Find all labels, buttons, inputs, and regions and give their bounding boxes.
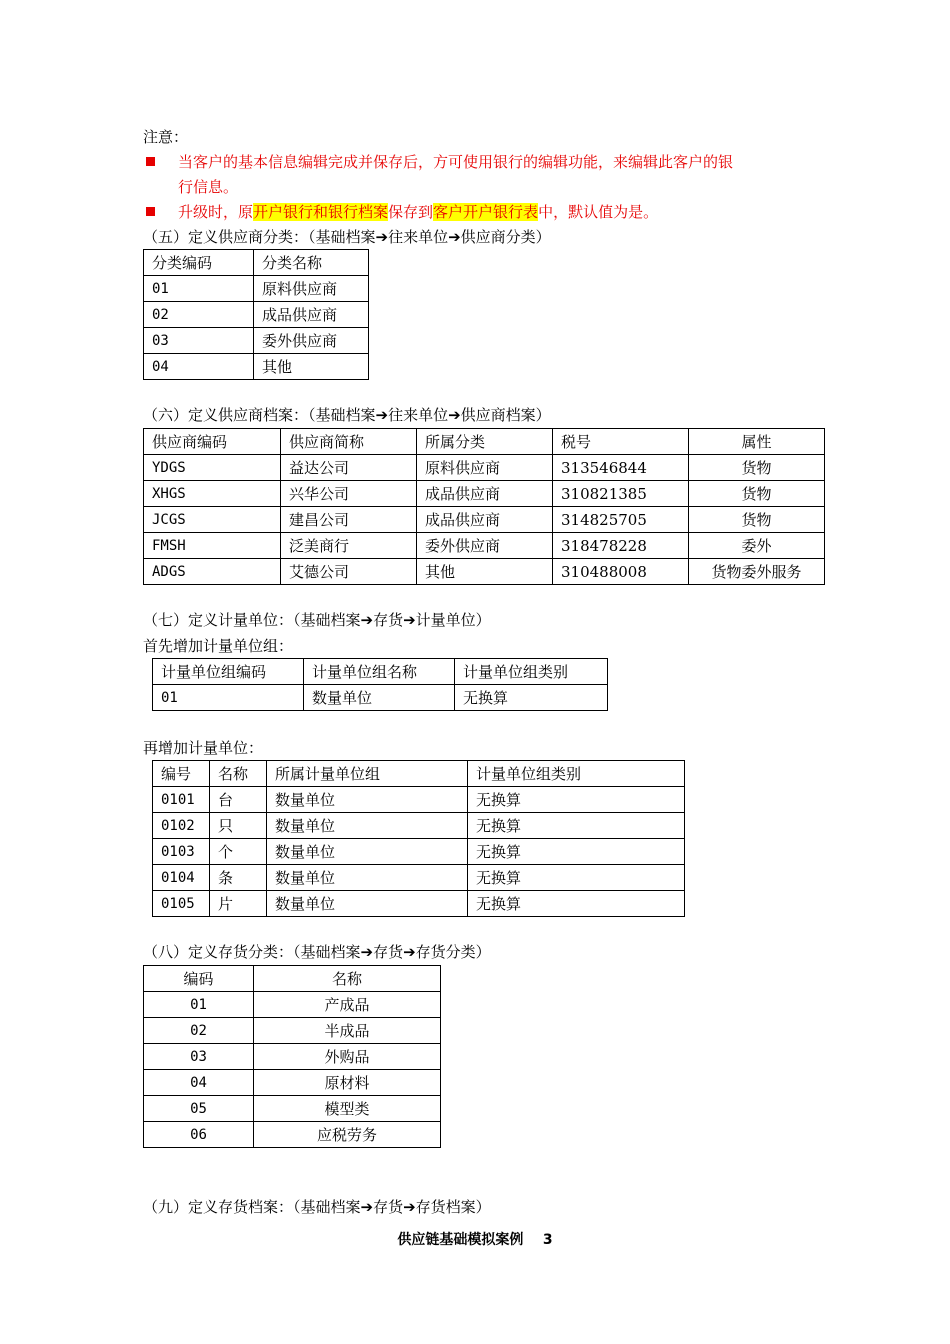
section-7-subheading-2: 再增加计量单位： — [143, 739, 264, 757]
table-cell: XHGS — [144, 481, 281, 507]
table-cell: 数量单位 — [304, 685, 455, 711]
table-header-cell: 供应商简称 — [281, 429, 417, 455]
table-cell: 委外供应商 — [417, 533, 553, 559]
table-cell: 兴华公司 — [281, 481, 417, 507]
table-row — [144, 1044, 441, 1070]
table-cell: 318478228 — [553, 533, 689, 559]
table-cell: 条 — [210, 865, 267, 891]
table-cell: 03 — [144, 1044, 254, 1070]
table-cell: 01 — [153, 685, 304, 711]
section-8-heading: （八）定义存货分类：（基础档案➔存货➔存货分类） — [143, 943, 491, 961]
table-cell: 无换算 — [468, 839, 685, 865]
table-cell: 产成品 — [254, 992, 441, 1018]
table-row — [144, 1070, 441, 1096]
table-cell: 05 — [144, 1096, 254, 1122]
table-cell: 无换算 — [468, 787, 685, 813]
table-header-cell: 编码 — [144, 966, 254, 992]
table-row — [144, 354, 369, 380]
table-cell: 313546844 — [553, 455, 689, 481]
table-cell: 0103 — [153, 839, 210, 865]
table-row — [153, 813, 685, 839]
note-item-1-line-1: 当客户的基本信息编辑完成并保存后，方可使用银行的编辑功能，来编辑此客户的银 — [178, 153, 734, 171]
page-footer — [0, 1229, 950, 1249]
table-cell: 01 — [144, 992, 254, 1018]
table-header-cell: 计量单位组类别 — [468, 761, 685, 787]
unit-group-table — [152, 658, 608, 711]
table-cell: 应税劳务 — [254, 1122, 441, 1148]
table-cell: 成品供应商 — [254, 302, 369, 328]
table-cell: 委外供应商 — [254, 328, 369, 354]
section-7-subheading-1: 首先增加计量单位组： — [143, 637, 294, 655]
supplier-archive-table — [143, 428, 825, 585]
table-row — [153, 839, 685, 865]
table-row — [144, 302, 369, 328]
table-header-cell: 名称 — [254, 966, 441, 992]
table-cell: 02 — [144, 1018, 254, 1044]
notes-title: 注意： — [143, 128, 189, 146]
table-row — [144, 1096, 441, 1122]
table-cell: 泛美商行 — [281, 533, 417, 559]
table-cell: 数量单位 — [267, 865, 468, 891]
table-cell: 数量单位 — [267, 813, 468, 839]
table-row — [144, 507, 825, 533]
table-cell: 个 — [210, 839, 267, 865]
table-header-cell: 计量单位组编码 — [153, 659, 304, 685]
table-row — [144, 1122, 441, 1148]
table-header-cell: 计量单位组名称 — [304, 659, 455, 685]
footer-text: 供应链基础模拟案例 — [397, 1232, 524, 1248]
table-header-row — [144, 966, 441, 992]
table-cell: 04 — [144, 354, 254, 380]
table-row — [153, 891, 685, 917]
table-row — [144, 533, 825, 559]
table-cell: 其他 — [417, 559, 553, 585]
table-row — [144, 276, 369, 302]
table-cell: 数量单位 — [267, 839, 468, 865]
table-cell: 0105 — [153, 891, 210, 917]
table-row — [153, 787, 685, 813]
table-header-cell: 税号 — [553, 429, 689, 455]
table-header-cell: 编号 — [153, 761, 210, 787]
table-cell: 02 — [144, 302, 254, 328]
table-cell: 片 — [210, 891, 267, 917]
table-row — [144, 455, 825, 481]
bullet-square-icon — [146, 157, 155, 166]
note-item-1-line-2: 行信息。 — [178, 178, 239, 196]
table-header-cell: 分类名称 — [254, 250, 369, 276]
table-cell: 货物 — [689, 481, 825, 507]
table-header-cell: 属性 — [689, 429, 825, 455]
bullet-square-icon — [146, 207, 155, 216]
table-row — [144, 328, 369, 354]
table-cell: ADGS — [144, 559, 281, 585]
table-cell: 原料供应商 — [254, 276, 369, 302]
table-cell: 314825705 — [553, 507, 689, 533]
table-cell: 货物委外服务 — [689, 559, 825, 585]
table-cell: 台 — [210, 787, 267, 813]
table-cell: 04 — [144, 1070, 254, 1096]
table-header-cell: 分类编码 — [144, 250, 254, 276]
note-item-2-pre: 升级时，原 — [178, 203, 254, 221]
section-7-heading: （七）定义计量单位：（基础档案➔存货➔计量单位） — [143, 611, 491, 629]
table-cell: 无换算 — [455, 685, 608, 711]
table-cell: 只 — [210, 813, 267, 839]
table-header-row — [153, 659, 608, 685]
table-row — [153, 865, 685, 891]
table-row — [144, 1018, 441, 1044]
inventory-category-table — [143, 965, 441, 1148]
table-cell: 0101 — [153, 787, 210, 813]
page-number: 3 — [542, 1232, 553, 1248]
note-highlight-2: 客户开户银行表 — [433, 203, 539, 221]
supplier-category-table — [143, 249, 369, 380]
table-cell: 数量单位 — [267, 787, 468, 813]
table-cell: 货物 — [689, 507, 825, 533]
table-header-row — [153, 761, 685, 787]
table-header-row — [144, 250, 369, 276]
table-cell: 无换算 — [468, 813, 685, 839]
table-cell: 委外 — [689, 533, 825, 559]
table-cell: 数量单位 — [267, 891, 468, 917]
table-row — [144, 992, 441, 1018]
table-header-row — [144, 429, 825, 455]
note-item-2-post: 中，默认值为是。 — [538, 203, 659, 221]
table-cell: 半成品 — [254, 1018, 441, 1044]
table-cell: 03 — [144, 328, 254, 354]
table-cell: 310821385 — [553, 481, 689, 507]
table-cell: 建昌公司 — [281, 507, 417, 533]
table-cell: 310488008 — [553, 559, 689, 585]
table-header-cell: 计量单位组类别 — [455, 659, 608, 685]
table-row — [153, 685, 608, 711]
table-header-cell: 供应商编码 — [144, 429, 281, 455]
table-cell: 艾德公司 — [281, 559, 417, 585]
table-cell: 0102 — [153, 813, 210, 839]
table-cell: 其他 — [254, 354, 369, 380]
table-header-cell: 名称 — [210, 761, 267, 787]
section-6-heading: （六）定义供应商档案：（基础档案➔往来单位➔供应商档案） — [143, 406, 551, 424]
table-header-cell: 所属分类 — [417, 429, 553, 455]
table-cell: 成品供应商 — [417, 481, 553, 507]
table-row — [144, 559, 825, 585]
table-cell: 外购品 — [254, 1044, 441, 1070]
table-row — [144, 481, 825, 507]
table-cell: 无换算 — [468, 865, 685, 891]
section-9-heading: （九）定义存货档案：（基础档案➔存货➔存货档案） — [143, 1198, 491, 1216]
table-cell: 成品供应商 — [417, 507, 553, 533]
table-cell: 06 — [144, 1122, 254, 1148]
table-cell: JCGS — [144, 507, 281, 533]
unit-table — [152, 760, 685, 917]
table-cell: 0104 — [153, 865, 210, 891]
note-item-2 — [178, 201, 658, 223]
table-cell: 益达公司 — [281, 455, 417, 481]
section-5-heading: （五）定义供应商分类：（基础档案➔往来单位➔供应商分类） — [143, 228, 551, 246]
table-cell: YDGS — [144, 455, 281, 481]
table-cell: 原料供应商 — [417, 455, 553, 481]
note-highlight-1: 开户银行和银行档案 — [253, 203, 389, 221]
table-cell: FMSH — [144, 533, 281, 559]
table-cell: 01 — [144, 276, 254, 302]
table-cell: 货物 — [689, 455, 825, 481]
table-cell: 模型类 — [254, 1096, 441, 1122]
table-header-cell: 所属计量单位组 — [267, 761, 468, 787]
table-cell: 原材料 — [254, 1070, 441, 1096]
note-item-2-mid: 保存到 — [388, 203, 434, 221]
table-cell: 无换算 — [468, 891, 685, 917]
